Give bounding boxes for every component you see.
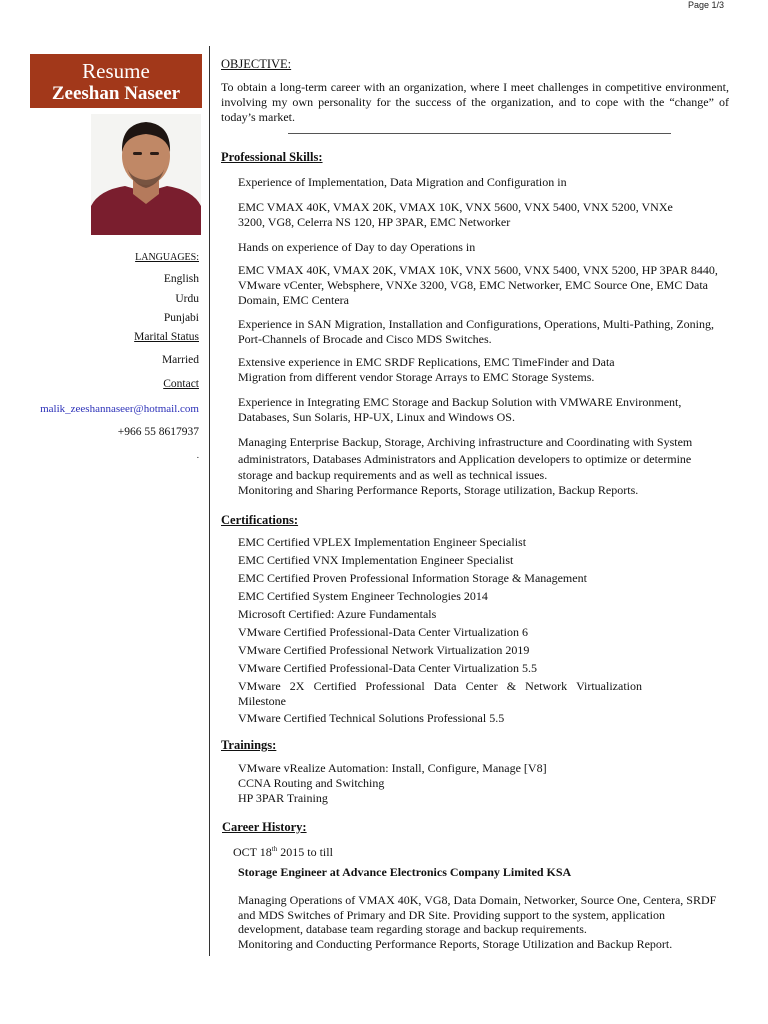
skill-item: Experience of Implementation, Data Migration and Configuration in	[238, 175, 567, 189]
skills-heading: Professional Skills:	[221, 150, 323, 164]
trainings-heading: Trainings:	[221, 738, 277, 752]
skill-item: Hands on experience of Day to day Operations in	[238, 240, 476, 254]
language-item: Punjabi	[163, 312, 199, 324]
phone-number: +966 55 8617937	[117, 426, 199, 438]
contact-label: Contact	[163, 378, 199, 390]
career-date-start: OCT 18	[233, 845, 272, 859]
dot-mark: .	[196, 450, 199, 460]
resume-title: Resume	[82, 59, 150, 83]
skill-item: Experience in SAN Migration, Installation and Configurations, Operations, Multi-Pathing, Zoning, Port-Channels of Brocade and Cisco MDS Switches.	[238, 317, 714, 346]
training-item: CCNA Routing and Switching	[238, 776, 385, 790]
marital-status-value: Married	[161, 354, 199, 366]
career-description: Managing Operations of VMAX 40K, VG8, Data Domain, Networker, Source One, Centera, SRDF and MDS Switches of Primary and DR Site. Providing support to the system, application development, database team regarding storage and backup requirements.	[238, 893, 717, 936]
profile-photo	[91, 114, 201, 235]
skill-item: Monitoring and Sharing Performance Reports, Storage utilization, Backup Reports.	[238, 483, 639, 497]
career-date-end: 2015 to till	[277, 845, 333, 859]
person-name: Zeeshan Naseer	[51, 83, 181, 104]
career-description-2: Monitoring and Conducting Performance Reports, Storage Utilization and Backup Report.	[238, 937, 673, 951]
certification-item: VMware Certified Technical Solutions Professional 5.5	[238, 711, 505, 725]
skill-item: EMC VMAX 40K, VMAX 20K, VMAX 10K, VNX 5600, VNX 5400, VNX 5200, VNXe 3200, VG8, Celerra NS 120, HP 3PAR, EMC Networker	[238, 200, 673, 229]
page-number: Page 1/3	[687, 0, 724, 10]
certification-item: EMC Certified System Engineer Technologies 2014	[238, 589, 488, 603]
skill-item: Extensive experience in EMC SRDF Replications, EMC TimeFinder and Data Migration from different vendor Storage Arrays to EMC Storage Systems.	[238, 355, 615, 384]
certifications-heading: Certifications:	[221, 513, 299, 527]
career-heading: Career History:	[222, 820, 307, 834]
certification-item: EMC Certified VPLEX Implementation Engineer Specialist	[238, 535, 527, 549]
certification-item: VMware Certified Professional-Data Center Virtualization 6	[238, 625, 528, 639]
certification-item: Microsoft Certified: Azure Fundamentals	[238, 607, 437, 621]
profile-photo-image	[91, 114, 201, 235]
skill-item: Managing Enterprise Backup, Storage, Archiving infrastructure and Coordinating with System administrators, Databases Administrators and Application developers to optimize or determine storage and backup requirements and as well as technical issues.	[238, 435, 693, 482]
certification-item: VMware Certified Professional Network Virtualization 2019	[238, 643, 530, 657]
objective-heading: OBJECTIVE:	[221, 57, 292, 71]
skill-item: Experience in Integrating EMC Storage and Backup Solution with VMWARE Environment, Databases, Sun Solaris, HP-UX, Linux and Windows OS.	[238, 395, 682, 424]
divider-rule	[288, 133, 671, 134]
language-item: Urdu	[175, 293, 199, 305]
email-link[interactable]: malik_zeeshannaseer@hotmail.com	[40, 403, 199, 415]
certification-item: EMC Certified Proven Professional Information Storage & Management	[238, 571, 587, 585]
languages-label: LANGUAGES:	[135, 252, 199, 263]
training-item: HP 3PAR Training	[238, 791, 328, 805]
name-banner	[30, 54, 202, 108]
career-date	[233, 842, 333, 860]
training-item: VMware vRealize Automation: Install, Configure, Manage [V8]	[238, 761, 547, 775]
marital-status-label: Marital Status	[134, 331, 199, 343]
career-title: Storage Engineer at Advance Electronics Company Limited KSA	[238, 865, 572, 879]
certification-item: EMC Certified VNX Implementation Engineer Specialist	[238, 553, 514, 567]
career-date-ordinal: th	[271, 845, 278, 853]
certification-item: VMware 2X Certified Professional Data Center & Network Virtualization Milestone	[238, 679, 642, 708]
skill-item: EMC VMAX 40K, VMAX 20K, VMAX 10K, VNX 5600, VNX 5400, VNX 5200, HP 3PAR 8440, VMware vCenter, Websphere, VNXe 3200, VG8, EMC Networker, EMC Source One, EMC Data Domain, EMC Centera	[238, 263, 718, 307]
objective-text: To obtain a long-term career with an organization, where I meet challenges in competitive environment, involving my own personality for the success of the organization, and to cope with the “change” of today’s market.	[221, 80, 729, 124]
certification-item: VMware Certified Professional-Data Center Virtualization 5.5	[238, 661, 537, 675]
column-divider	[209, 46, 210, 956]
language-item: English	[163, 273, 199, 285]
